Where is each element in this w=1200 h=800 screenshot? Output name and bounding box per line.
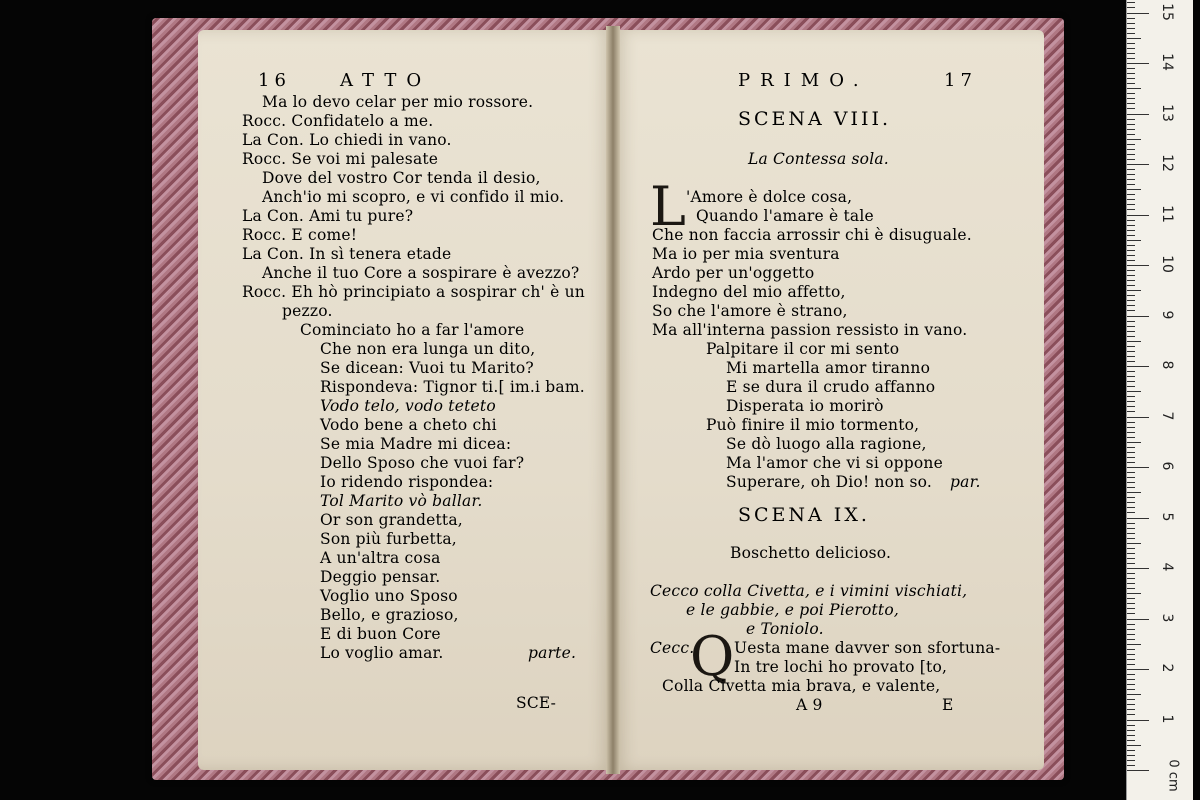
ruler-tick (1127, 477, 1135, 478)
ruler-tick (1127, 730, 1135, 731)
ruler-tick (1127, 265, 1149, 266)
text-line: Se mia Madre mi dicea: (320, 435, 512, 453)
ruler-tick (1127, 548, 1135, 549)
ruler-tick (1127, 245, 1135, 246)
ruler-tick (1127, 634, 1135, 635)
text-line: Son più furbetta, (320, 530, 457, 548)
ruler-tick (1127, 88, 1141, 89)
scene-title: SCENA VIII. (738, 108, 892, 130)
ruler-tick (1127, 427, 1135, 428)
text-line: So che l'amore è strano, (652, 302, 848, 320)
ruler-tick (1127, 28, 1135, 29)
ruler-tick (1127, 709, 1135, 710)
ruler-tick (1127, 432, 1135, 433)
ruler-tick (1127, 316, 1149, 317)
scene-subtitle: La Contessa sola. (748, 150, 889, 168)
ruler-tick (1127, 300, 1135, 301)
ruler-tick (1127, 103, 1135, 104)
text-line: Palpitare il cor mi sento (706, 340, 900, 358)
ruler-tick (1127, 199, 1135, 200)
ruler-tick (1127, 472, 1135, 473)
ruler-tick (1127, 507, 1135, 508)
drop-cap: L (650, 175, 686, 238)
ruler-tick (1127, 13, 1149, 14)
text-line: Superare, oh Dio! non so. (726, 473, 933, 491)
catchword-right: E (942, 696, 954, 714)
ruler-tick (1127, 326, 1135, 327)
ruler-tick (1127, 179, 1135, 180)
ruler-tick (1127, 765, 1135, 766)
ruler-tick (1127, 305, 1135, 306)
ruler-tick (1127, 93, 1135, 94)
ruler-tick (1127, 139, 1141, 140)
ruler-tick (1127, 321, 1135, 322)
ruler-number: 5 (1159, 512, 1175, 521)
ruler-tick (1127, 694, 1141, 695)
text-line: Rocc. Se voi mi palesate (242, 150, 439, 168)
text-line: Lo voglio amar. (320, 644, 444, 662)
ruler-number: 10 (1159, 255, 1175, 273)
ruler-tick (1127, 215, 1149, 216)
stage-direction: Cecco colla Civetta, e i vimini vischiati, (650, 582, 968, 600)
text-line: Rocc. Confidatelo a me. (242, 112, 434, 130)
text-line: Dello Sposo che vuoi far? (320, 454, 525, 472)
ruler-tick (1127, 114, 1149, 115)
ruler-tick (1127, 401, 1135, 402)
text-line: Quando l'amare è tale (696, 207, 874, 225)
ruler-tick (1127, 351, 1135, 352)
ruler-tick (1127, 528, 1135, 529)
ruler-tick (1127, 108, 1135, 109)
scene-title: SCENA IX. (738, 504, 870, 526)
ruler-number: 6 (1159, 461, 1175, 471)
page-number-right: 17 (944, 70, 977, 91)
ruler-tick (1127, 755, 1135, 756)
text-line: Se dò luogo alla ragione, (726, 435, 927, 453)
ruler-tick (1127, 396, 1135, 397)
ruler-tick (1127, 533, 1135, 534)
ruler-tick (1127, 58, 1135, 59)
text-line: Or son grandetta, (320, 511, 463, 529)
ruler-tick (1127, 209, 1135, 210)
text-line: pezzo. (282, 302, 333, 320)
ruler-tick (1127, 467, 1149, 468)
ruler-tick (1127, 204, 1135, 205)
ruler-tick (1127, 124, 1135, 125)
ruler-tick (1127, 613, 1135, 614)
ruler-tick (1127, 159, 1135, 160)
ruler-tick (1127, 543, 1141, 544)
ruler-tick (1127, 184, 1135, 185)
speaker-label: Cecc. (650, 639, 695, 657)
ruler-tick (1127, 189, 1141, 190)
ruler-tick (1127, 270, 1135, 271)
ruler-tick (1127, 250, 1135, 251)
ruler-tick (1127, 442, 1141, 443)
ruler-tick (1127, 568, 1149, 569)
text-line: Ma lo devo celar per mio rossore. (262, 93, 534, 111)
measuring-ruler (1126, 0, 1193, 800)
ruler-tick (1127, 497, 1135, 498)
text-line: Che non era lunga un dito, (320, 340, 536, 358)
ruler-tick (1127, 447, 1135, 448)
ruler-tick (1127, 563, 1135, 564)
text-line: Anche il tuo Core a sospirare è avezzo? (262, 264, 580, 282)
ruler-tick (1127, 674, 1135, 675)
text-line: Cominciato ho a far l'amore (300, 321, 525, 339)
ruler-number: 13 (1159, 103, 1175, 122)
ruler-tick (1127, 669, 1149, 670)
text-line: Rocc. E come! (242, 226, 358, 244)
ruler-tick (1127, 492, 1141, 493)
text-line: Disperata io morirò (726, 397, 884, 415)
ruler-tick (1127, 523, 1135, 524)
ruler-number: 8 (1159, 360, 1175, 370)
text-line: Mi martella amor tiranno (726, 359, 931, 377)
text-line: La Con. In sì tenera etade (242, 245, 452, 263)
ruler-tick (1127, 598, 1135, 599)
ruler-tick (1127, 230, 1135, 231)
ruler-tick (1127, 720, 1149, 721)
ruler-tick (1127, 512, 1135, 513)
ruler-tick (1127, 487, 1135, 488)
exit-direction: par. (950, 473, 981, 491)
text-line: Vodo bene a cheto chi (320, 416, 497, 434)
ruler-tick (1127, 7, 1135, 8)
text-line: Indegno del mio affetto, (652, 283, 846, 301)
running-head-left: ATTO (340, 70, 432, 91)
stage-direction: e le gabbie, e poi Pierotto, (686, 601, 900, 619)
ruler-number: 15 (1159, 2, 1175, 21)
ruler-tick (1127, 684, 1135, 685)
text-line: Ma all'interna passion ressisto in vano. (652, 321, 968, 339)
ruler-unit-label: 0 cm (1165, 759, 1181, 792)
ruler-tick (1127, 386, 1135, 387)
text-line: Anch'io mi scopro, e vi confido il mio. (262, 188, 565, 206)
ruler-tick (1127, 411, 1135, 412)
ruler-number: 4 (1159, 562, 1175, 572)
ruler-tick (1127, 220, 1135, 221)
text-line: Rocc. Eh hò principiato a sospirar ch' è un (242, 283, 585, 301)
ruler-tick (1127, 422, 1135, 423)
ruler-tick (1127, 417, 1149, 418)
exit-direction: parte. (528, 644, 577, 662)
running-head-right: PRIMO. (738, 70, 869, 91)
ruler-tick (1127, 608, 1135, 609)
book-gutter (606, 26, 620, 774)
ruler-tick (1127, 240, 1141, 241)
ruler-tick (1127, 310, 1135, 311)
text-line: In tre lochi ho provato [to, (734, 658, 948, 676)
ruler-number: 11 (1159, 204, 1175, 223)
ruler-tick (1127, 53, 1135, 54)
ruler-tick (1127, 356, 1135, 357)
text-line: 'Amore è dolce cosa, (686, 188, 853, 206)
ruler-tick (1127, 629, 1135, 630)
text-line: Dove del vostro Cor tenda il desio, (262, 169, 541, 187)
ruler-tick (1127, 154, 1135, 155)
ruler-tick (1127, 194, 1135, 195)
ruler-tick (1127, 745, 1141, 746)
ruler-number: 9 (1159, 310, 1175, 319)
text-line: Tol Marito vò ballar. (320, 492, 483, 510)
ruler-tick (1127, 63, 1149, 64)
ruler-tick (1127, 169, 1135, 170)
text-line: Se dicean: Vuoi tu Marito? (320, 359, 534, 377)
ruler-tick (1127, 735, 1135, 736)
ruler-tick (1127, 639, 1135, 640)
ruler-tick (1127, 644, 1141, 645)
text-line: Bello, e grazioso, (320, 606, 459, 624)
catchword-left: SCE- (516, 694, 557, 712)
ruler-tick (1127, 144, 1135, 145)
ruler-tick (1127, 225, 1135, 226)
ruler-tick (1127, 578, 1135, 579)
text-line: Ma io per mia sventura (652, 245, 840, 263)
ruler-tick (1127, 381, 1135, 382)
ruler-tick (1127, 704, 1135, 705)
ruler-tick (1127, 593, 1141, 594)
text-line: Colla Civetta mia brava, e valente, (662, 677, 941, 695)
ruler-tick (1127, 760, 1135, 761)
ruler-tick (1127, 502, 1135, 503)
ruler-tick (1127, 750, 1135, 751)
ruler-tick (1127, 341, 1141, 342)
ruler-tick (1127, 346, 1135, 347)
ruler-tick (1127, 33, 1135, 34)
ruler-tick (1127, 235, 1135, 236)
text-line: Deggio pensar. (320, 568, 441, 586)
ruler-tick (1127, 68, 1135, 69)
ruler-tick (1127, 725, 1135, 726)
ruler-tick (1127, 336, 1135, 337)
ruler-tick (1127, 406, 1135, 407)
ruler-number: 14 (1159, 53, 1175, 71)
stage-direction: e Toniolo. (746, 620, 824, 638)
ruler-tick (1127, 518, 1149, 519)
ruler-tick (1127, 73, 1135, 74)
ruler-tick (1127, 48, 1135, 49)
ruler-tick (1127, 295, 1135, 296)
text-line: E se dura il crudo affanno (726, 378, 936, 396)
ruler-tick (1127, 654, 1135, 655)
ruler-tick (1127, 740, 1135, 741)
text-line: Uesta mane davver son sfortuna- (734, 639, 1001, 657)
text-line: La Con. Lo chiedi in vano. (242, 131, 452, 149)
text-line: Può finire il mio tormento, (706, 416, 920, 434)
text-line: Vodo telo, vodo teteto (320, 397, 496, 415)
ruler-tick (1127, 18, 1135, 19)
ruler-tick (1127, 366, 1149, 367)
ruler-number: 1 (1159, 714, 1175, 723)
scene-subtitle: Boschetto delicioso. (730, 544, 892, 562)
ruler-tick (1127, 452, 1135, 453)
ruler-tick (1127, 664, 1135, 665)
ruler-number: 7 (1159, 411, 1175, 420)
ruler-number: 2 (1159, 663, 1175, 673)
text-line: Voglio uno Sposo (320, 587, 458, 605)
ruler-tick (1127, 361, 1135, 362)
text-line: Ma l'amor che vi si oppone (726, 454, 943, 472)
text-line: E di buon Core (320, 625, 441, 643)
ruler-tick (1127, 38, 1141, 39)
text-line: A un'altra cosa (320, 549, 441, 567)
ruler-tick (1127, 457, 1135, 458)
text-line: Ardo per un'oggetto (652, 264, 815, 282)
ruler-tick (1127, 119, 1135, 120)
ruler-number: 12 (1159, 154, 1175, 172)
ruler-tick (1127, 437, 1135, 438)
ruler-tick (1127, 714, 1135, 715)
signature-mark: A 9 (796, 696, 823, 714)
ruler-tick (1127, 260, 1135, 261)
ruler-tick (1127, 134, 1135, 135)
ruler-tick (1127, 689, 1135, 690)
ruler-tick (1127, 573, 1135, 574)
ruler-tick (1127, 538, 1135, 539)
ruler-tick (1127, 649, 1135, 650)
ruler-tick (1127, 679, 1135, 680)
ruler-tick (1127, 462, 1135, 463)
ruler-tick (1127, 174, 1135, 175)
ruler-tick (1127, 588, 1135, 589)
text-line: Rispondeva: Tignor ti.[ im.i bam. (320, 378, 585, 396)
ruler-tick (1127, 376, 1135, 377)
ruler-tick (1127, 391, 1141, 392)
ruler-tick (1127, 699, 1135, 700)
ruler-tick (1127, 98, 1135, 99)
ruler-tick (1127, 78, 1135, 79)
ruler-tick (1127, 280, 1135, 281)
ruler-tick (1127, 149, 1135, 150)
ruler-tick (1127, 129, 1135, 130)
page-number-left: 16 (258, 70, 291, 91)
ruler-tick (1127, 659, 1135, 660)
ruler-tick (1127, 603, 1135, 604)
ruler-tick (1127, 583, 1135, 584)
ruler-tick (1127, 290, 1141, 291)
drop-cap: Q (690, 625, 735, 688)
ruler-tick (1127, 558, 1135, 559)
ruler-tick (1127, 255, 1135, 256)
ruler-tick (1127, 23, 1135, 24)
ruler-tick (1127, 624, 1135, 625)
ruler-tick (1127, 83, 1135, 84)
ruler-tick (1127, 553, 1135, 554)
ruler-tick (1127, 164, 1149, 165)
ruler-tick (1127, 331, 1135, 332)
text-line: Che non faccia arrossir chi è disuguale. (652, 226, 972, 244)
text-line: Io ridendo rispondea: (320, 473, 494, 491)
ruler-tick (1127, 482, 1135, 483)
ruler-tick (1127, 275, 1135, 276)
ruler-number: 3 (1159, 613, 1175, 622)
text-line: La Con. Ami tu pure? (242, 207, 414, 225)
ruler-tick (1127, 2, 1135, 3)
ruler-tick (1127, 770, 1149, 771)
ruler-tick (1127, 43, 1135, 44)
ruler-tick (1127, 285, 1135, 286)
ruler-tick (1127, 619, 1149, 620)
ruler-tick (1127, 371, 1135, 372)
